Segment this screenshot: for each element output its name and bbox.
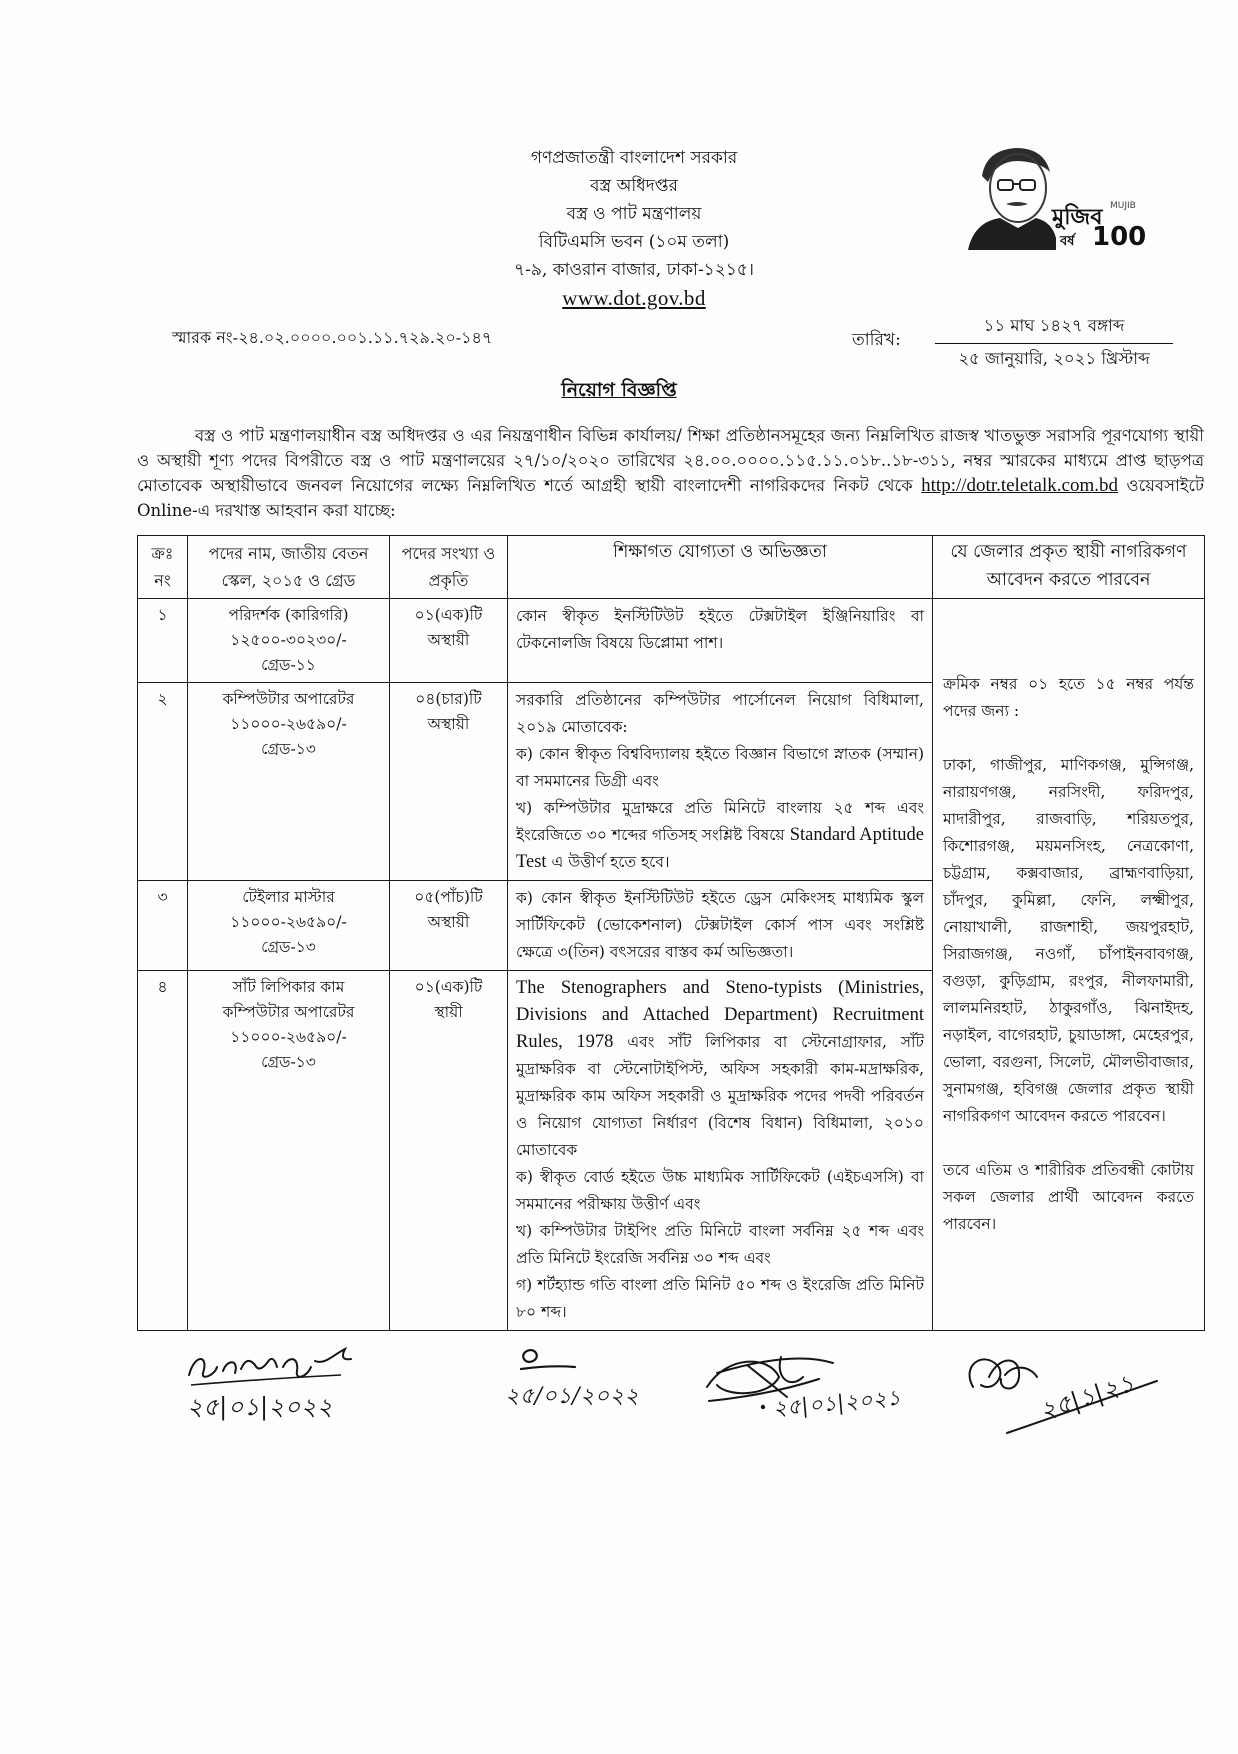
header-line-ministry: বস্ত্র ও পাট মন্ত্রণালয় xyxy=(566,204,702,224)
table-header-row xyxy=(138,536,1205,599)
mujib-100-logo xyxy=(960,142,1147,252)
signature-2-date: ২৫/০১/২০২২ xyxy=(505,1384,640,1409)
header-line-department: বস্ত্র অধিদপ্তর xyxy=(590,176,678,196)
post-count: ০৫(পাঁচ)টি xyxy=(414,888,483,906)
post-name: কম্পিউটার অপারেটর xyxy=(222,690,355,708)
grade: গ্রেড-১১ xyxy=(261,656,316,674)
logo-latin-text: MUJIB xyxy=(1110,201,1136,211)
table-row xyxy=(138,599,1205,683)
qualification-text xyxy=(516,975,924,1164)
signatures xyxy=(137,1343,1204,1453)
signature-2 xyxy=(505,1343,665,1448)
row-qualification xyxy=(508,599,933,683)
circular-title-wrap xyxy=(0,378,1238,402)
row-post xyxy=(188,599,390,683)
row-post xyxy=(188,971,390,1331)
header-line-address: ৭-৯, কাওরান বাজার, ঢাকা-১২১৫। xyxy=(514,260,754,280)
grade: গ্রেড-১৩ xyxy=(261,1053,316,1071)
qualification-item xyxy=(516,795,924,876)
grade: গ্রেড-১৩ xyxy=(261,938,316,956)
application-site-link[interactable]: http://dotr.teletalk.com.bd xyxy=(921,475,1118,496)
row-serial: ৩ xyxy=(138,881,188,971)
qualification-test-name: Standard Aptitude Test xyxy=(516,825,924,872)
row-serial: ২ xyxy=(138,683,188,881)
qualification-text: সরকারি প্রতিষ্ঠানের কম্পিউটার পার্সোনেল নিয়োগ বিধিমালা, ২০১৯ মোতাবেক: xyxy=(516,691,924,736)
row-qualification xyxy=(508,683,933,881)
post-count: ০১(এক)টি xyxy=(414,606,483,624)
qualification-item: খ) কম্পিউটার টাইপিং প্রতি মিনিটে বাংলা সর্বনিম্ন ২৫ শব্দ এবং প্রতি মিনিটে ইংরেজি সর্বনিম্ন ৩০ শব্দ এবং xyxy=(516,1222,924,1267)
row-serial: ৪ xyxy=(138,971,188,1331)
pay-scale: ১১০০০-২৬৫৯০/- xyxy=(230,715,347,733)
eligibility-heading: ক্রমিক নম্বর ০১ হতে ১৫ নম্বর পর্যন্ত পদের জন্য : xyxy=(943,675,1194,720)
eligible-districts-cell xyxy=(933,599,1205,1331)
row-qualification xyxy=(508,971,933,1331)
intro-text: বস্ত্র ও পাট মন্ত্রণালয়াধীন বস্ত্র অধিদপ্তর ও এর নিয়ন্ত্রণাধীন বিভিন্ন কার্যালয়/ শিক্ষা প্রতিষ্ঠানসমূহের জন্য নিম্নলিখিত রাজস্ব খাতভুক্ত সরাসরি পূরণযোগ্য স্থায়ী ও অস্থায়ী শূণ্য পদের বিপরীতে বস্ত্র ও পাট মন্ত্রণালয়ের ২৭/১০/২০২০ তারিখের ২৪.০০.০০০০.১১৫.১১.০১৮..১৮-৩১১, নম্বর স্মারকের মাধ্যমে প্রাপ্ত ছাড়পত্র মোতাবেক অস্থায়ীভাবে জনবল নিয়োগের লক্ষ্যে নিম্নলিখিত শর্তে আগ্রহী স্থায়ী বাংলাদেশী নাগরিকদের নিকট থেকে xyxy=(137,426,1204,495)
post-name: টেইলার মাস্টার xyxy=(242,888,335,906)
government-header xyxy=(414,144,854,314)
main-content xyxy=(137,423,1204,1453)
qualification-item-text: এ উত্তীর্ণ হতে হবে। xyxy=(551,853,670,871)
qualification-item: ক) কোন স্বীকৃত বিশ্ববিদ্যালয় হইতে বিজ্ঞান বিভাগে স্নাতক (সম্মান) বা সমমানের ডিগ্রী এবং xyxy=(516,745,924,790)
post-nature: অস্থায়ী xyxy=(427,913,470,931)
signature-4 xyxy=(943,1343,1183,1448)
post-nature: অস্থায়ী xyxy=(427,715,470,733)
qualification-item-text: এবং সাঁট লিপিকার বা স্টেনোগ্রাফার, সাঁট মুদ্রাক্ষরিক বা স্টেনোটাইপিস্ট, অফিস সহকারী কাম-মদ্রাক্ষরিক, মুদ্রাক্ষরিক কাম অফিস সহকারী ও মুদ্রাক্ষরিক পদের পদবী পরিবর্তন ও নিয়োগ যোগ্যতা নির্ধারণ (বিশেষ বিধান) বিধিমালা, ২০১০ মোতাবেক xyxy=(516,1033,924,1159)
row-count xyxy=(390,971,508,1331)
post-name: সাঁট লিপিকার কাম xyxy=(232,978,345,996)
post-count: ০৪(চার)টি xyxy=(415,690,482,708)
website-link[interactable]: www.dot.gov.bd xyxy=(562,286,706,310)
vacancy-table xyxy=(137,535,1205,1331)
logo-sub-text: বর্ষ xyxy=(1060,234,1075,249)
date-label: তারিখ: xyxy=(852,330,901,350)
signature-3 xyxy=(689,1343,902,1448)
signature-2-mark xyxy=(505,1343,665,1383)
row-post xyxy=(188,881,390,971)
header-line-building: বিটিএমসি ভবন (১০ম তলা) xyxy=(538,232,730,252)
signature-4-date: ২৫|১|২১ xyxy=(1036,1368,1138,1426)
row-count xyxy=(390,683,508,881)
qualification-text: কোন স্বীকৃত ইনস্টিটিউট হইতে টেক্সটাইল ইঞ্জিনিয়ারিং বা টেকনোলজি বিষয়ে ডিপ্লোমা পাশ। xyxy=(516,607,924,652)
post-name: কম্পিউটার অপারেটর xyxy=(222,1003,355,1021)
pay-scale: ১২৫০০-৩০২৩০/- xyxy=(230,631,347,649)
qualification-item-text: খ) কম্পিউটার মুদ্রাক্ষরে প্রতি মিনিটে বাংলায় ২৫ শব্দ এবং ইংরেজিতে ৩০ শব্দের গতিসহ সংশ্লিষ্ট বিষয়ে xyxy=(516,799,924,844)
signature-3-date: ২৫|০১|২০২১ xyxy=(772,1385,902,1421)
date-gregorian: ২৫ জানুয়ারি, ২০২১ খ্রিস্টাব্দ xyxy=(958,349,1150,368)
eligible-districts: ঢাকা, গাজীপুর, মাণিকগঞ্জ, মুন্সিগঞ্জ, নারায়ণগঞ্জ, নরসিংদী, ফরিদপুর, মাদারীপুর, রাজবাড়ি, শরিয়তপুর, কিশোরগঞ্জ, ময়মনসিংহ, নেত্রকোণা, চট্টগ্রাম, কক্সবাজার, ব্রাহ্মণবাড়িয়া, চাঁদপুর, কুমিল্লা, ফেনি, লক্ষ্মীপুর, নোয়াখালী, রাজশাহী, জয়পুরহাট, সিরাজগঞ্জ, নওগাঁ, চাঁপাইনবাবগঞ্জ, বগুড়া, কুড়িগ্রাম, রংপুর, নীলফামারী, লালমনিরহাট, ঠাকুরগাঁও, ঝিনাইদহ, নড়াইল, বাগেরহাট, চুয়াডাঙ্গা, মেহেরপুর, ভোলা, বরগুনা, সিলেট, মৌলভীবাজার, সুনামগঞ্জ, হবিগঞ্জ জেলার প্রকৃত স্থায়ী নাগরিকগণ আবেদন করতে পারবেন। xyxy=(943,756,1194,1125)
row-post xyxy=(188,683,390,881)
row-count xyxy=(390,599,508,683)
column-header-serial: ক্রঃ নং xyxy=(138,536,188,599)
column-header-post: পদের নাম, জাতীয় বেতন স্কেল, ২০১৫ ও গ্রেড xyxy=(188,536,390,599)
circular-title: নিয়োগ বিজ্ঞপ্তি xyxy=(561,379,677,401)
qualification-text: ক) কোন স্বীকৃত ইনস্টিটিউট হইতে ড্রেস মেকিংসহ মাধ্যমিক স্কুল সার্টিফিকেট (ভোকেশনাল) টেক্সটাইল কোর্স পাস এবং সংশ্লিষ্ট ক্ষেত্রে ৩(তিন) বৎসরের বাস্তব কর্ম অভিজ্ঞতা। xyxy=(516,889,924,961)
row-count xyxy=(390,881,508,971)
recruitment-rules-title: The Stenographers and Steno-typists (Ministries, Divisions and Attached Department) Recruitment Rules, 1978 xyxy=(516,978,924,1052)
row-qualification xyxy=(508,881,933,971)
signature-1 xyxy=(181,1343,381,1448)
column-header-qualification: শিক্ষাগত যোগ্যতা ও অভিজ্ঞতা xyxy=(508,536,933,599)
post-name: পরিদর্শক (কারিগরি) xyxy=(228,606,349,624)
post-nature: অস্থায়ী xyxy=(427,631,470,649)
eligibility-note: তবে এতিম ও শারীরিক প্রতিবন্ধী কোটায় সকল জেলার প্রার্থী আবেদন করতে পারবেন। xyxy=(943,1161,1194,1233)
column-header-count: পদের সংখ্যা ও প্রকৃতি xyxy=(390,536,508,599)
intro-paragraph xyxy=(137,423,1204,523)
date-bangla: ১১ মাঘ ১৪২৭ বঙ্গাব্দ xyxy=(935,313,1173,344)
signature-1-date: ২৫|০১|২০২২ xyxy=(187,1393,333,1421)
date-block xyxy=(935,313,1173,374)
qualification-item: গ) শর্টহ্যান্ড গতি বাংলা প্রতি মিনিট ৫০ শব্দ ও ইংরেজি প্রতি মিনিট ৮০ শব্দ। xyxy=(516,1276,924,1321)
memo-number: স্মারক নং-২৪.০২.০০০০.০০১.১১.৭২৯.২০-১৪৭ xyxy=(172,328,493,347)
column-header-district: যে জেলার প্রকৃত স্থায়ী নাগরিকগণ আবেদন করতে পারবেন xyxy=(933,536,1205,599)
post-count: ০১(এক)টি xyxy=(414,978,483,996)
post-nature: স্থায়ী xyxy=(434,1003,463,1021)
intro-after-text: ওয়েবসাইটে Online-এ দরখাস্ত আহবান করা যাচ্ছে: xyxy=(137,476,1205,520)
row-serial: ১ xyxy=(138,599,188,683)
qualification-item: ক) স্বীকৃত বোর্ড হইতে উচ্চ মাধ্যমিক সার্টিফিকেট (এইচএসসি) বা সমমানের পরীক্ষায় উত্তীর্ণ এবং xyxy=(516,1168,924,1213)
header-line-government: গণপ্রজাতন্ত্রী বাংলাদেশ সরকার xyxy=(530,148,738,168)
pay-scale: ১১০০০-২৬৫৯০/- xyxy=(230,913,347,931)
pay-scale: ১১০০০-২৬৫৯০/- xyxy=(230,1028,347,1046)
logo-main-text: মুজিব xyxy=(1052,205,1103,230)
logo-number-text: 100 xyxy=(1092,222,1147,252)
signature-1-scribble xyxy=(181,1343,381,1393)
grade: গ্রেড-১৩ xyxy=(261,740,316,758)
